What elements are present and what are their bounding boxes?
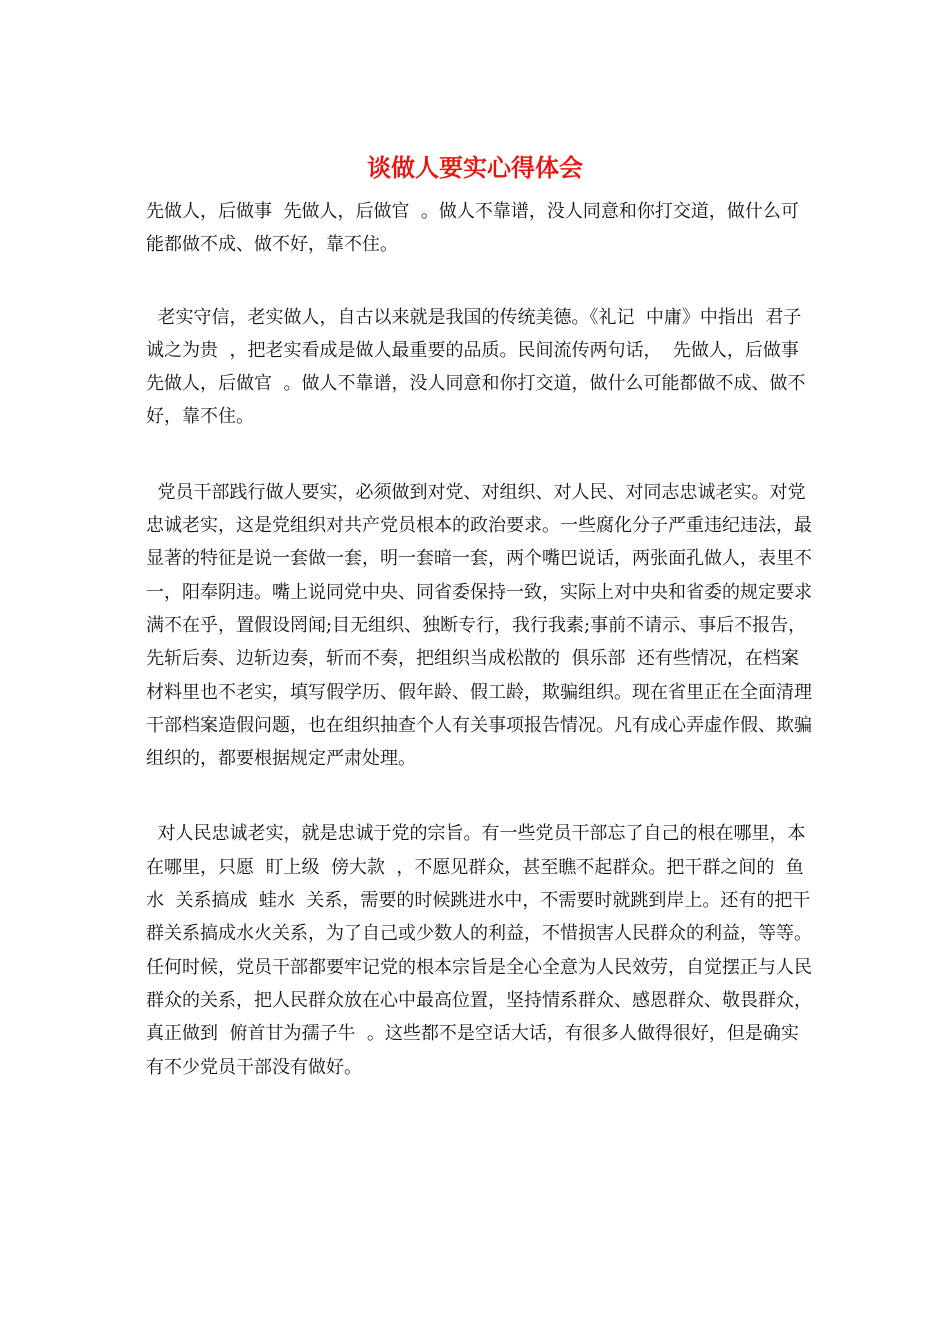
document-body xyxy=(146,195,814,1126)
paragraph-4: 对人民忠诚老实，就是忠诚于党的宗旨。有一些党员干部忘了自己的根在哪里，本在哪里，只愿 盯上级 傍大款 ，不愿见群众，甚至瞧不起群众。把干群之间的 鱼水 关系搞成 蛙水 关系，需要的时候跳进水中，不需要时就跳到岸上。还有的把干群关系搞成水火关系，为了自己或少数人的利益，不惜损害人民群众的利益，等等。任何时候，党员干部都要牢记党的根本宗旨是全心全意为人民效劳，自觉摆正与人民群众的关系，把人民群众放在心中最高位置，坚持情系群众、感恩群众、敬畏群众，真正做到 俯首甘为孺子牛 。这些都不是空话大话，有很多人做得很好，但是确实有不少党员干部没有做好。 xyxy=(146,823,812,1078)
paragraph-1: 先做人，后做事 先做人，后做官 。做人不靠谱，没人同意和你打交道，做什么可能都做不成、做不好，靠不住。 xyxy=(146,201,799,256)
paragraph-2: 老实守信，老实做人，自古以来就是我国的传统美德。《礼记 中庸》中指出 君子诚之为贵 ，把老实看成是做人最重要的品质。民间流传两句话， 先做人，后做事 先做人，后做官 。做人不靠谱，没人同意和你打交道，做什么可能都做不成、做不好，靠不住。 xyxy=(146,306,811,428)
paragraph-3: 党员干部践行做人要实，必须做到对党、对组织、对人民、对同志忠诚老实。对党忠诚老实，这是党组织对共产党员根本的政治要求。一些腐化分子严重违纪违法，最显著的特征是说一套做一套，明一套暗一套，两个嘴巴说话，两张面孔做人，表里不一，阳奉阴违。嘴上说同党中央、同省委保持一致，实际上对中央和省委的规定要求满不在乎，置假设罔闻;目无组织、独断专行，我行我素;事前不请示、事后不报告，先斩后奏、边斩边奏，斩而不奏，把组织当成松散的 俱乐部 还有些情况，在档案材料里也不老实，填写假学历、假年龄、假工龄，欺骗组织。现在省里正在全面清理干部档案造假问题，也在组织抽查个人有关事项报告情况。凡有成心弄虚作假、欺骗组织的，都要根据规定严肃处理。 xyxy=(146,481,812,770)
document-title: 谈做人要实心得体会 xyxy=(367,153,583,182)
